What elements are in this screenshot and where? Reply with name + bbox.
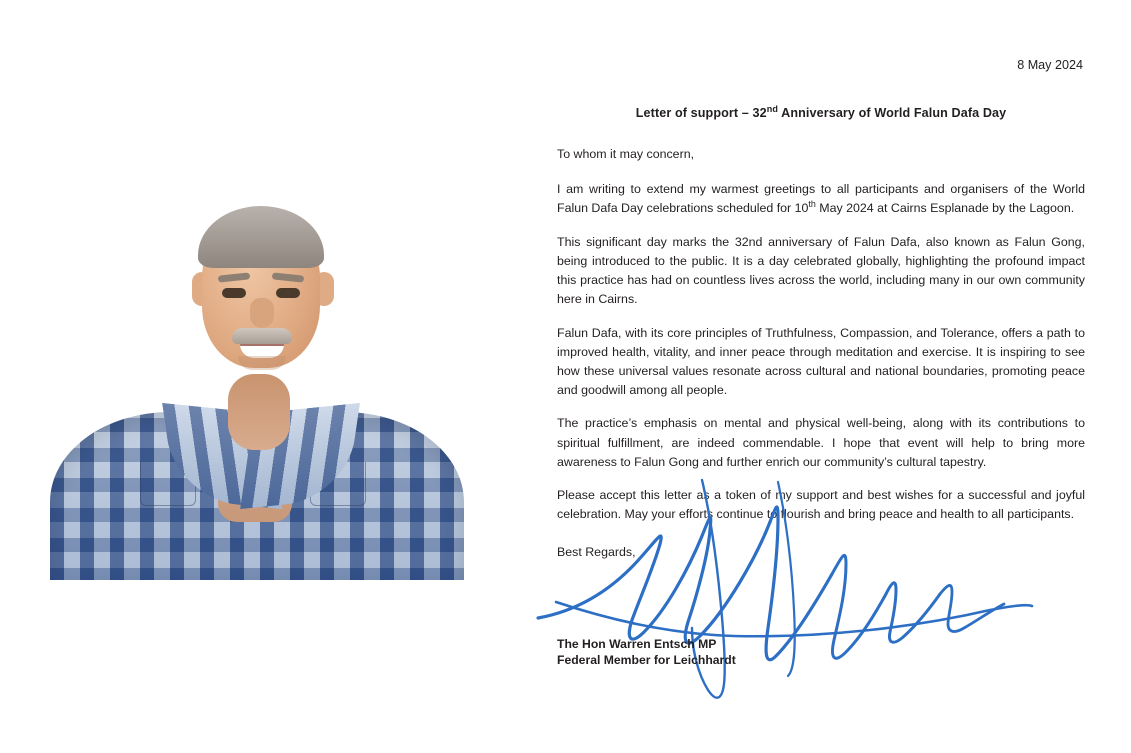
letter-paragraph-1 [557,180,1085,218]
letter-closing: Best Regards, [557,544,636,559]
paragraph-1-part-b: May 2024 at Cairns Esplanade by the Lagoon. [815,201,1075,216]
portrait-photo [42,160,472,580]
paragraph-1-ordinal-suffix: th [808,199,816,210]
subject-suffix: Anniversary of World Falun Dafa Day [778,105,1007,120]
letter-subject-heading [557,104,1085,124]
subject-ordinal-suffix: nd [766,103,778,114]
hair [198,206,324,268]
moustache [232,328,292,344]
letter-paragraph-4: The practice’s emphasis on mental and physical well-being, along with its contributions to spiritual fulfillment, are indeed commendable. I hope that event will help to bring more awareness to Falun Gong and further enrich our community’s cultural tapestry. [557,416,1085,469]
neck [228,374,290,450]
chin [238,356,286,370]
portrait-photo-pane [0,0,520,753]
paragraph-1-part-a: I am writing to extend my warmest greetings to all participants and organisers of the World Falun Dafa Day celebrations scheduled for 10 [557,182,1085,216]
signer-name: The Hon Warren Entsch MP [557,637,717,651]
letter-paragraph-3: Falun Dafa, with its core principles of Truthfulness, Compassion, and Tolerance, offers a path to improved health, vitality, and inner peace through meditation and exercise. It is inspiring to see how these universal values resonate across cultural and national boundaries, promoting peace and goodwill among all people. [557,325,1085,398]
subject-prefix: Letter of support – 32 [635,105,767,120]
letter-salutation: To whom it may concern, [557,147,695,162]
letter-paragraph-2: This significant day marks the 32nd anniversary of Falun Dafa, also known as Falun Gong, being introduced to the public. It is a day celebrated globally, highlighting the profound impact this practice has had on countless lives across the world, including many in our own community here in Cairns. [557,234,1085,307]
signature-block [557,636,736,669]
letter-paragraph-5: Please accept this letter as a token of my support and best wishes for a successful and joyful celebration. May your efforts continue to flourish and bring peace and health to all participants. [557,488,1085,522]
nose [250,298,274,328]
eye-right [276,288,300,298]
signer-title: Federal Member for Leichhardt [557,653,736,668]
eye-left [222,288,246,298]
letter-date: 8 May 2024 [1017,58,1083,72]
